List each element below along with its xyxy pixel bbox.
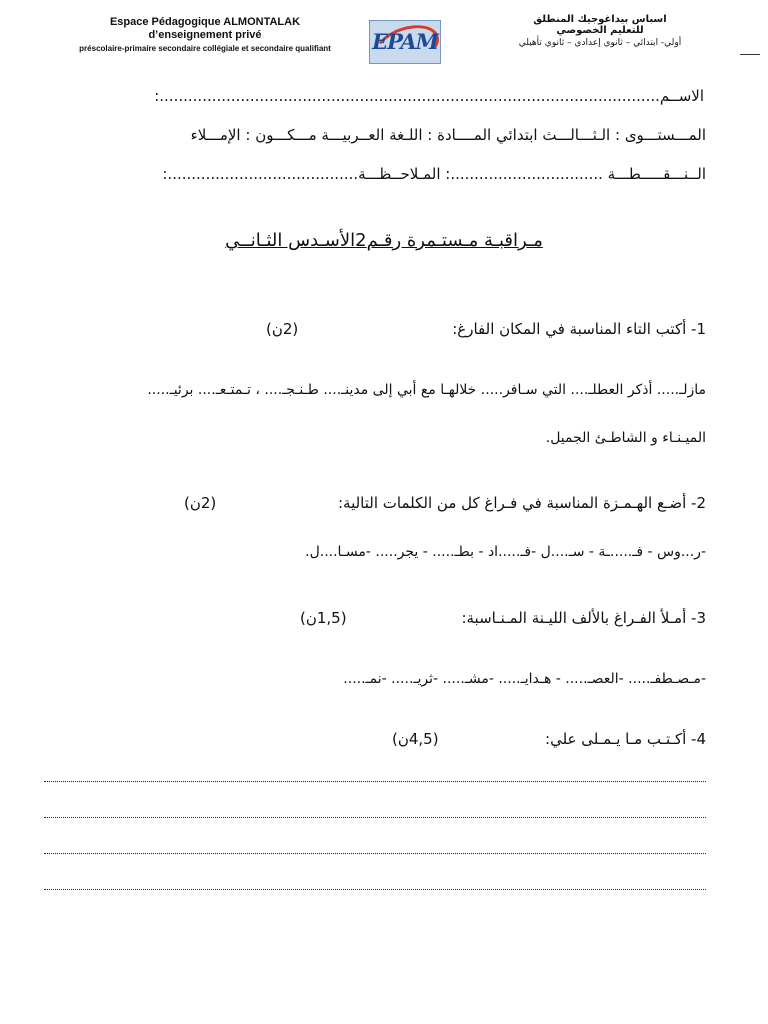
school-header-french <box>40 16 370 53</box>
question-number: 3 <box>696 609 706 627</box>
question-2-exercise-line[interactable]: -ر...وس - فـ.....ـة - سـ....ل -فـ.....اد - بطـ..... - يجر..... -مسـا....ل. <box>305 544 706 560</box>
dictation-line[interactable] <box>44 853 706 854</box>
question-1-points: (2ن) <box>266 320 299 338</box>
name-field[interactable]: الاســم.........................................................................................................: <box>154 87 704 105</box>
question-3-points: (1,5ن) <box>300 609 347 627</box>
school-levels-ar: أولي- ابتدائي – ثانوي إعدادي – ثانوي تأهيلي <box>518 38 682 48</box>
logo-background <box>369 20 441 64</box>
question-4-points: (4,5ن) <box>392 730 439 748</box>
question-2-points: (2ن) <box>184 494 217 512</box>
question-number: 2 <box>696 494 706 512</box>
question-3 <box>461 609 706 627</box>
grade-remark-line[interactable]: الــنـــقـــــطـــة ................................: المـلاحــظـــة........................................: <box>162 165 706 183</box>
dictation-line[interactable] <box>44 817 706 818</box>
school-levels-fr: préscolaire-primaire secondaire collégiale et secondaire qualifiant <box>79 44 331 53</box>
question-1-exercise-line-2[interactable]: الميـنـاء و الشاطـئ الجميل. <box>545 430 706 446</box>
question-1 <box>452 320 706 338</box>
dictation-line[interactable] <box>44 781 706 782</box>
dictation-line[interactable] <box>44 889 706 890</box>
epam-logo <box>369 20 441 64</box>
question-text: - أمـلأ الفـراغ بالألف الليـنة المـنـاسبة: <box>461 609 697 627</box>
level-subject-component-line: المـــستـــوى : الـثـــالـــث ابتدائي المــــادة : اللـغة العــربيـــة مـــكـــون : الإمـــلاء <box>190 126 706 144</box>
question-number: 1 <box>696 320 706 338</box>
school-name-fr: Espace Pédagogique ALMONTALAK <box>109 16 301 28</box>
school-type-ar: للتعليم الخصوصي <box>556 25 644 36</box>
exam-title: مـراقبـة مـستـمرة رقـم2الأسـدس الثـانــي <box>225 230 543 251</box>
school-header-arabic <box>480 14 720 48</box>
header-dash <box>740 54 760 55</box>
question-text: - أضـع الهـمـزة المناسبة في فـراغ كل من الكلمات التالية: <box>337 494 697 512</box>
school-name-ar: اسباس بيداغوجيك المنطلق <box>533 14 667 25</box>
school-type-fr: d’enseignement privé <box>148 29 262 41</box>
question-2 <box>338 494 706 512</box>
question-1-exercise-line-1[interactable]: مازلـ..... أذكر العطلـ.... التي سـافر..... خلالهـا مع أبي إلى مدينـ.... طـنـجـ.... ، تـمتـعـ.... برئيـ..... <box>147 382 706 398</box>
question-3-exercise-line[interactable]: -مـصـطفـ..... -العصـ..... - هـدايـ..... -مشـ..... -ثريـ..... -نمـ..... <box>343 671 706 687</box>
question-text: - أكـتـب مـا يـمـلى علي: <box>545 730 697 748</box>
question-number: 4 <box>696 730 706 748</box>
logo-text: EPAM <box>372 29 438 54</box>
question-text: - أكتب التاء المناسبة في المكان الفارغ: <box>452 320 697 338</box>
question-4 <box>545 730 706 748</box>
